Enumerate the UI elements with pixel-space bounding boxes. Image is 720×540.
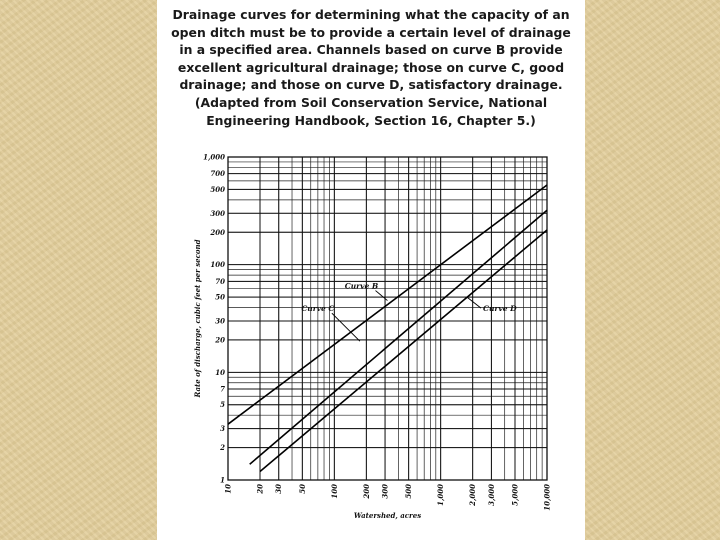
- x-tick-label: 100: [329, 484, 339, 499]
- curve-label: Curve D: [482, 304, 517, 314]
- x-tick-label: 30: [274, 484, 284, 494]
- curve-line: [260, 230, 547, 472]
- y-tick-label: 200: [210, 227, 225, 237]
- x-tick-label: 200: [361, 484, 371, 499]
- x-tick-label: 2,000: [468, 484, 478, 506]
- y-tick-label: 1,000: [203, 152, 225, 162]
- y-tick-label: 30: [215, 316, 225, 326]
- y-tick-label: 300: [210, 208, 225, 218]
- x-tick-label: 5,000: [510, 484, 520, 506]
- y-tick-label: 700: [210, 169, 225, 179]
- leader-line: [467, 297, 481, 308]
- y-tick-label: 500: [210, 184, 225, 194]
- y-tick-label: 10: [215, 367, 225, 377]
- x-tick-label: 300: [380, 484, 390, 499]
- x-axis-title: Watershed, acres: [353, 511, 422, 520]
- chart-labels: [193, 153, 552, 521]
- y-tick-label: 1: [220, 475, 225, 485]
- y-axis-title: Rate of discharge, cubic feet per second: [193, 239, 202, 398]
- x-tick-label: 10: [223, 484, 233, 494]
- leader-line: [332, 313, 360, 341]
- y-tick-label: 5: [220, 400, 225, 410]
- y-tick-label: 7: [220, 384, 225, 394]
- curve-label: Curve B: [344, 281, 379, 291]
- x-tick-label: 500: [404, 484, 414, 499]
- x-tick-label: 1,000: [436, 484, 446, 506]
- caption-line: Drainage curves for determining what the capacity of an: [172, 7, 570, 22]
- x-tick-label: 3,000: [486, 484, 496, 506]
- y-tick-label: 70: [215, 276, 225, 286]
- x-tick-label: 50: [297, 484, 307, 494]
- x-tick-label: 20: [255, 484, 265, 494]
- caption-line: open ditch must be to provide a certain level of drainage: [171, 24, 571, 40]
- caption-line: Engineering Handbook, Section 16, Chapter 5.): [206, 112, 536, 128]
- plot-frame: [228, 157, 547, 480]
- caption-line: drainage; and those on curve D, satisfactory drainage.: [179, 77, 563, 93]
- y-tick-label: 20: [215, 335, 225, 345]
- x-tick-label: 10,000: [542, 484, 552, 511]
- curve-label: Curve C: [301, 304, 335, 314]
- leader-line: [375, 291, 387, 301]
- y-tick-label: 3: [220, 424, 225, 434]
- caption-line: (Adapted from Soil Conservation Service, National: [194, 94, 548, 110]
- y-tick-label: 2: [220, 443, 225, 453]
- caption-line: in a specified area. Channels based on curve B provide: [179, 42, 563, 58]
- chart-grid: [228, 157, 547, 480]
- y-tick-label: 100: [210, 260, 225, 270]
- caption-line: excellent agricultural drainage; those on curve C, good: [177, 59, 565, 75]
- y-tick-label: 50: [215, 292, 225, 302]
